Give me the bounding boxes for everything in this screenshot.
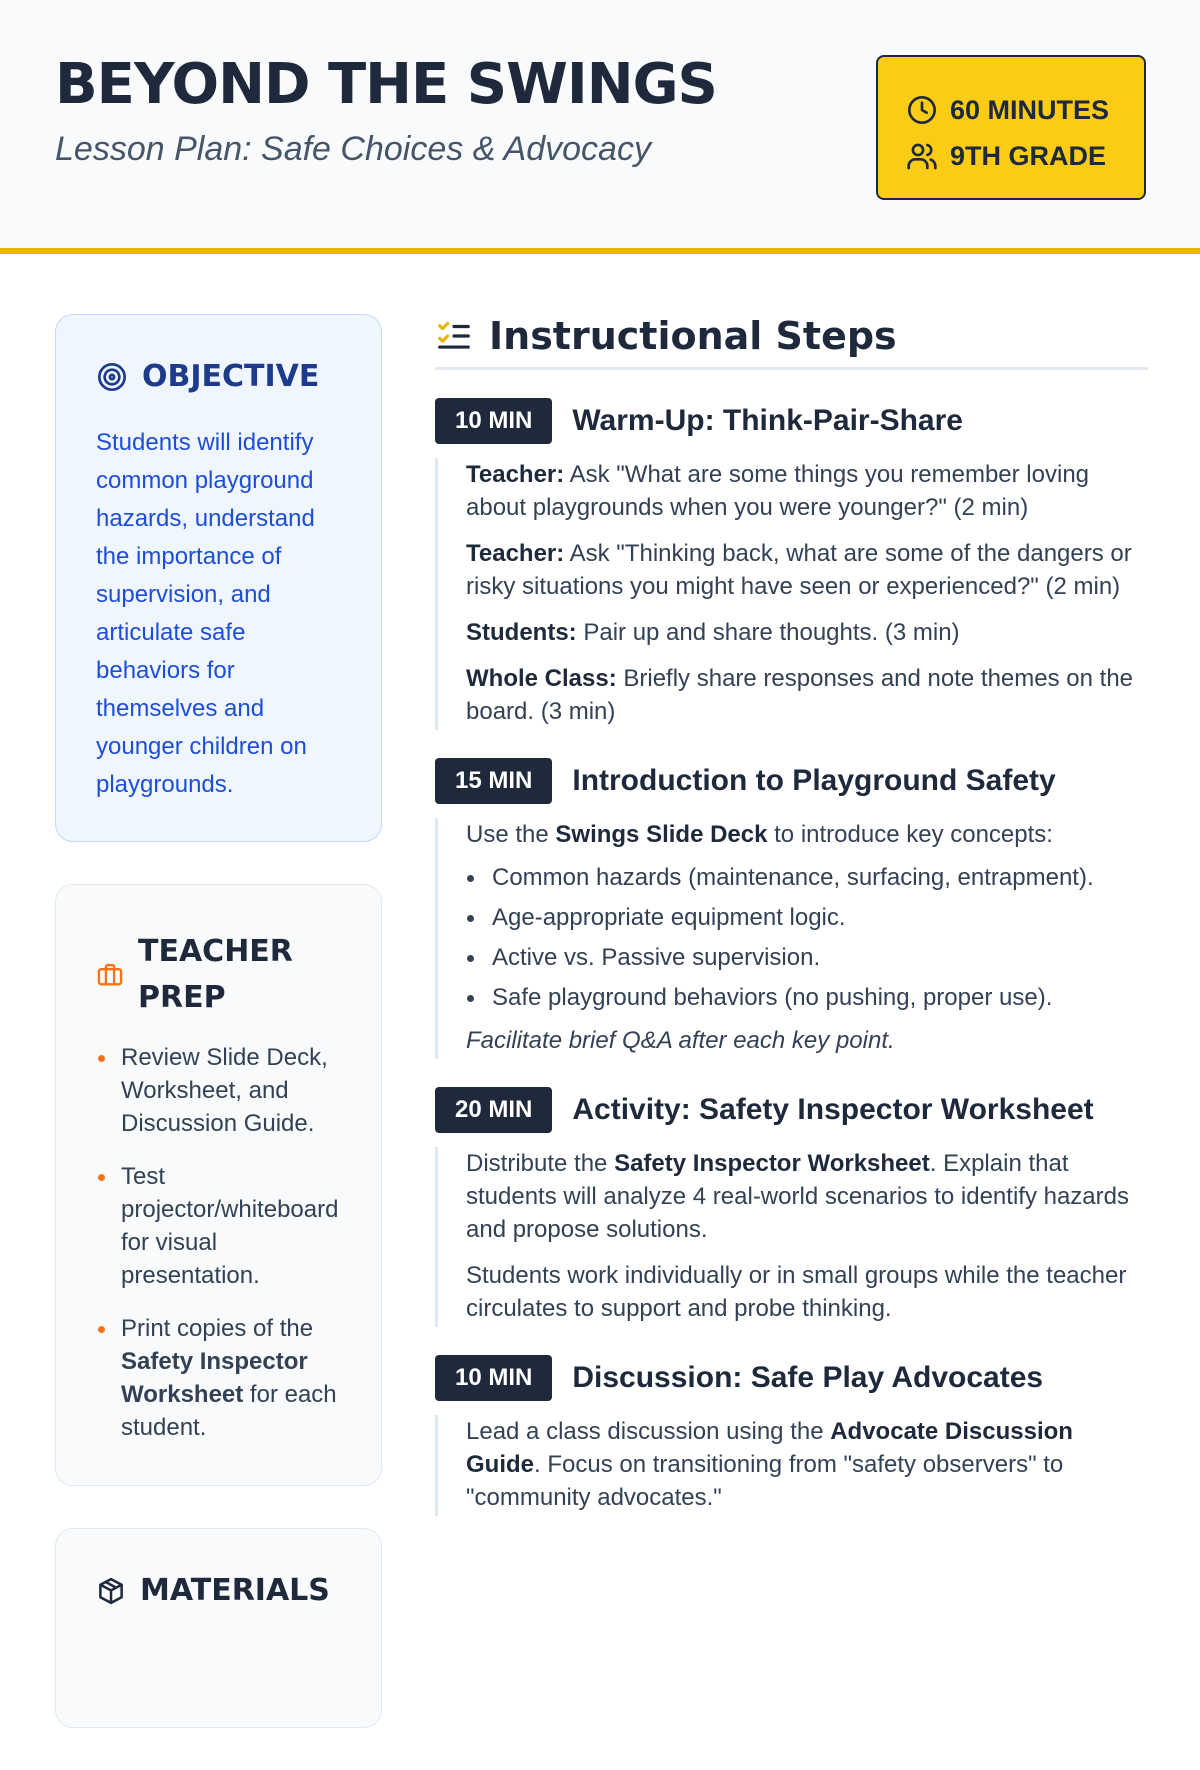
objective-title: OBJECTIVE [142, 359, 320, 394]
instructional-steps [435, 314, 1148, 1516]
step-line [466, 1415, 1148, 1514]
grade-row [906, 133, 1144, 179]
users-icon [906, 140, 938, 172]
facilitation-note: Facilitate brief Q&A after each key point. [466, 1027, 895, 1054]
step-body [435, 1147, 1148, 1327]
duration-row [906, 87, 1144, 133]
line-text: Briefly share responses and note themes on the board. (3 min) [466, 665, 1134, 725]
duration-text: 60 MINUTES [950, 94, 1110, 125]
objective-card [55, 314, 382, 842]
time-badge: 10 MIN [435, 398, 552, 444]
step-title: Activity: Safety Inspector Worksheet [572, 1093, 1094, 1126]
step-line: Students work individually or in small groups while the teacher circulates to support and probe thinking. [466, 1262, 1127, 1322]
step-line [466, 616, 1148, 649]
step-header [435, 398, 1148, 444]
prep-item [96, 1312, 351, 1444]
line-text: Use the [466, 821, 556, 848]
step-header [435, 1087, 1148, 1133]
materials-title: MATERIALS [140, 1573, 330, 1608]
teacher-prep-title [138, 929, 293, 1021]
role-label: Whole Class: [466, 665, 617, 692]
prep-item-bold: Safety Inspector Worksheet [121, 1348, 308, 1408]
prep-item: Review Slide Deck, Worksheet, and Discussion Guide. [96, 1041, 351, 1140]
lesson-header [0, 0, 1200, 254]
checklist-icon [435, 317, 473, 355]
objective-heading [96, 359, 341, 394]
role-label: Students: [466, 619, 577, 646]
line-text: to introduce key concepts: [767, 821, 1053, 848]
concept-item: Common hazards (maintenance, surfacing, entrapment). [466, 864, 1148, 892]
clock-icon [906, 94, 938, 126]
step-header [435, 758, 1148, 804]
step-warm-up [435, 398, 1148, 730]
briefcase-icon [96, 961, 124, 989]
objective-text: Students will identify common playground hazards, understand the importance of supervision, and articulate safe behaviors for themselves and younger children on playgrounds. [96, 429, 315, 798]
step-line [466, 458, 1148, 524]
step-line [466, 818, 1148, 851]
line-text: Pair up and share thoughts. (3 min) [576, 619, 960, 646]
discussion-guide-name: Advocate Discussion Guide [466, 1418, 1073, 1478]
step-line [466, 1147, 1148, 1246]
role-label: Teacher: [466, 540, 565, 567]
time-badge: 15 MIN [435, 758, 552, 804]
concept-item: Safe playground behaviors (no pushing, proper use). [466, 984, 1148, 1012]
prep-item: Test projector/whiteboard for visual presentation. [96, 1160, 351, 1292]
concept-list [466, 864, 1148, 1012]
step-title: Discussion: Safe Play Advocates [572, 1361, 1044, 1394]
prep-item-text: for each student. [121, 1381, 337, 1441]
time-badge: 10 MIN [435, 1355, 552, 1401]
steps-heading [435, 314, 1148, 370]
step-title: Introduction to Playground Safety [572, 764, 1056, 797]
lesson-subtitle: Lesson Plan: Safe Choices & Advocacy [55, 130, 651, 168]
teacher-prep-title-line1: TEACHER [138, 934, 293, 969]
step-header [435, 1355, 1148, 1401]
materials-card [55, 1528, 382, 1728]
step-line [466, 662, 1148, 728]
slide-deck-name: Swings Slide Deck [555, 821, 768, 848]
step-body [435, 818, 1148, 1059]
lesson-title: BEYOND THE SWINGS [55, 52, 717, 117]
line-text: Ask "What are some things you remember loving about playgrounds when you were younger?" (2 min) [466, 461, 1090, 521]
concept-item: Age-appropriate equipment logic. [466, 904, 1148, 932]
sidebar [55, 314, 382, 1770]
role-label: Teacher: [466, 461, 565, 488]
step-body [435, 1415, 1148, 1516]
line-text: . Focus on transitioning from "safety observers" to "community advocates." [466, 1451, 1064, 1511]
box-icon [96, 1576, 126, 1606]
line-text: . Explain that students will analyze 4 real-world scenarios to identify hazards and propose solutions. [466, 1150, 1129, 1243]
time-badge: 20 MIN [435, 1087, 552, 1133]
teacher-prep-title-line2: PREP [138, 980, 226, 1015]
step-line [466, 537, 1148, 603]
worksheet-name: Safety Inspector Worksheet [614, 1150, 930, 1177]
grade-text: 9TH GRADE [950, 140, 1107, 171]
prep-item-text: Print copies of the [121, 1315, 314, 1342]
teacher-prep-heading [96, 929, 351, 1021]
line-text: Lead a class discussion using the [466, 1418, 831, 1445]
line-text: Ask "Thinking back, what are some of the dangers or risky situations you might have seen or experienced?" (2 min) [466, 540, 1132, 600]
step-introduction [435, 758, 1148, 1059]
steps-title: Instructional Steps [489, 313, 897, 358]
teacher-prep-list [96, 1041, 351, 1444]
teacher-prep-card [55, 884, 382, 1486]
step-activity [435, 1087, 1148, 1327]
step-discussion [435, 1355, 1148, 1516]
target-icon [96, 361, 128, 393]
materials-heading [96, 1573, 351, 1608]
line-text: Distribute the [466, 1150, 615, 1177]
lesson-meta-box [876, 55, 1146, 200]
step-title: Warm-Up: Think-Pair-Share [572, 404, 963, 437]
concept-item: Active vs. Passive supervision. [466, 944, 1148, 972]
step-body [435, 458, 1148, 730]
